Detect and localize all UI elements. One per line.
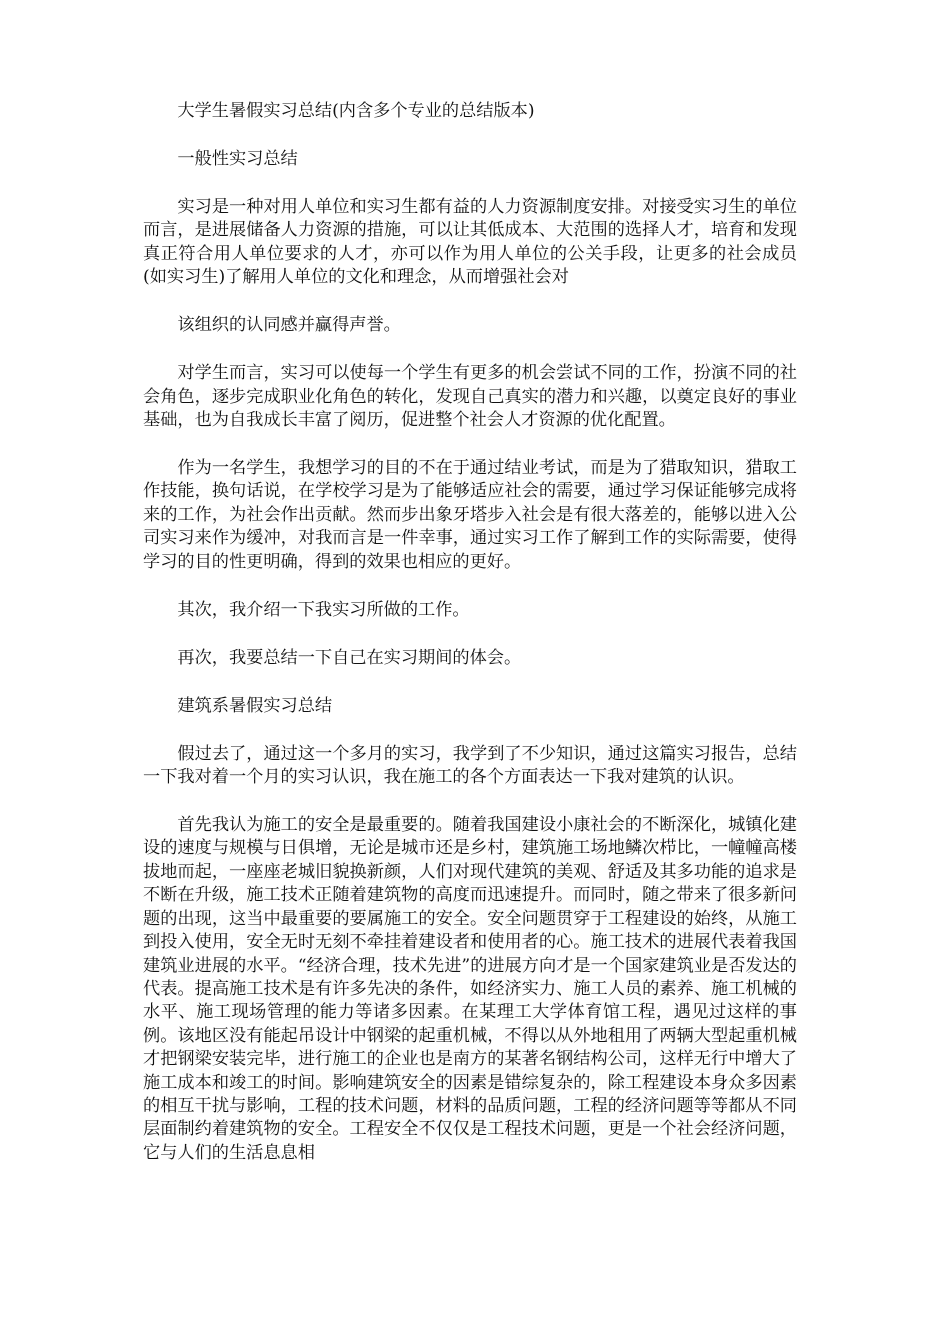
document-page bbox=[143, 100, 797, 1165]
paragraph: 作为一名学生，我想学习的目的不在于通过结业考试，而是为了猎取知识，猎取工作技能，换句话说，在学校学习是为了能够适应社会的需要，通过学习保证能够完成将来的工作，为社会作出贡献。然而步出象牙塔步入社会是有很大落差的，能够以进入公司实习来作为缓冲，对我而言是一件幸事，通过实习工作了解到工作的实际需要，使得学习的目的性更明确，得到的效果也相应的更好。 bbox=[143, 458, 797, 572]
paragraph: 首先我认为施工的安全是最重要的。随着我国建设小康社会的不断深化，城镇化建设的速度与规模与日俱增，无论是城市还是乡村，建筑施工场地鳞次栉比，一幢幢高楼拔地而起，一座座老城旧貌换新颜，人们对现代建筑的美观、舒适及其多功能的追求是不断在升级，施工技术正随着建筑物的高度而迅速提升。而同时，随之带来了很多新问题的出现，这当中最重要的要属施工的安全。安全问题贯穿于工程建设的始终，从施工到投入使用，安全无时无刻不牵挂着建设者和使用者的心。施工技术的进展代表着我国建筑业进展的水平。“经济合理，技术先进”的进展方向才是一个国家建筑业是否发达的代表。提高施工技术是有许多先决的条件，如经济实力、施工人员的素养、施工机械的水平、施工现场管理的能力等诸多因素。在某理工大学体育馆工程，遇见过这样的事例。该地区没有能起吊设计中钢梁的起重机械，不得以从外地租用了两辆大型起重机械才把钢梁安装完毕，进行施工的企业也是南方的某著名钢结构公司，这样无行中增大了施工成本和竣工的时间。影响建筑安全的因素是错综复杂的，除工程建设本身众多因素的相互干扰与影响，工程的技术问题，材料的品质问题，工程的经济问题等等都从不同层面制约着建筑物的安全。工程安全不仅仅是工程技术问题，更是一个社会经济问题，它与人们的生活息息相 bbox=[143, 815, 797, 1163]
paragraph: 其次，我介绍一下我实习所做的工作。 bbox=[177, 599, 470, 620]
paragraph: 该组织的认同感并赢得声誉。 bbox=[177, 315, 401, 336]
document-title: 大学生暑假实习总结(内含多个专业的总结版本) bbox=[177, 101, 535, 121]
section-heading-architecture: 建筑系暑假实习总结 bbox=[177, 695, 333, 716]
paragraph: 假过去了，通过这一个多月的实习，我学到了不少知识，通过这篇实习报告，总结一下我对着一个月的实习认识，我在施工的各个方面表达一下我对建筑的认识。 bbox=[143, 743, 797, 788]
paragraph: 对学生而言，实习可以使每一个学生有更多的机会尝试不同的工作，扮演不同的社会角色，逐步完成职业化角色的转化，发现自己真实的潜力和兴趣，以奠定良好的事业基础，也为自我成长丰富了阅历，促进整个社会人才资源的优化配置。 bbox=[143, 363, 797, 431]
section-heading-general: 一般性实习总结 bbox=[177, 149, 298, 169]
paragraph: 实习是一种对用人单位和实习生都有益的人力资源制度安排。对接受实习生的单位而言，是进展储备人力资源的措施，可以让其低成本、大范围的选择人才，培育和发现真正符合用人单位要求的人才，亦可以作为用人单位的公关手段，让更多的社会成员(如实习生)了解用人单位的文化和理念，从而增强社会对 bbox=[143, 197, 797, 288]
paragraph: 再次，我要总结一下自己在实习期间的体会。 bbox=[177, 647, 522, 668]
